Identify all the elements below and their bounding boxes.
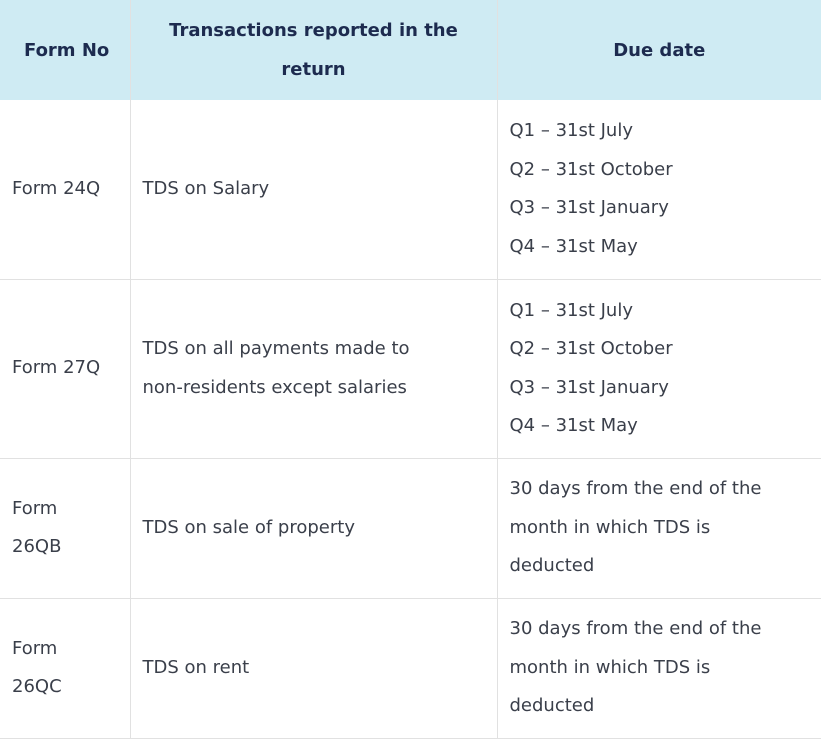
table-body — [0, 100, 821, 738]
due-date-cell — [497, 458, 821, 598]
form-no-text: Form — [12, 497, 58, 519]
transaction-text: TDS on all payments made to — [142, 338, 410, 359]
due-date-cell — [497, 598, 821, 738]
due-date-line: Q3 – 31st January — [509, 376, 669, 398]
transaction-cell — [130, 458, 497, 598]
table-header — [0, 0, 821, 100]
form-no-text: Form 27Q — [12, 357, 101, 379]
table-row — [0, 458, 821, 598]
due-date-line: Q1 – 31st July — [509, 299, 633, 321]
header-due-date-label: Due date — [613, 39, 706, 61]
header-transactions-line: return — [281, 59, 346, 80]
due-date-line: deducted — [509, 695, 595, 717]
table-row — [0, 100, 821, 279]
table-row — [0, 598, 821, 738]
form-no-text: Form 24Q — [12, 178, 101, 199]
due-date-line: Q4 – 31st May — [509, 415, 638, 436]
transaction-text: TDS on sale of property — [142, 516, 355, 538]
header-transactions — [130, 0, 497, 100]
transaction-text: non-residents except salaries — [142, 376, 407, 398]
due-date-line: 30 days from the end of the — [509, 478, 762, 500]
due-date-line: Q4 – 31st May — [509, 235, 638, 257]
form-no-cell — [0, 279, 130, 458]
form-no-text: 26QC — [12, 676, 62, 697]
due-date-line: month in which TDS is — [509, 656, 711, 678]
table-row — [0, 279, 821, 458]
transaction-cell — [130, 279, 497, 458]
due-date-line: Q2 – 31st October — [509, 158, 673, 180]
header-form-no — [0, 0, 130, 100]
due-date-cell — [497, 279, 821, 458]
due-date-line: 30 days from the end of the — [509, 618, 762, 640]
transaction-text: TDS on Salary — [142, 178, 270, 199]
due-date-line: Q3 – 31st January — [509, 197, 669, 219]
due-date-line: deducted — [509, 555, 595, 577]
form-no-text: Form — [12, 637, 58, 659]
due-date-cell — [497, 100, 821, 279]
transaction-text: TDS on rent — [142, 656, 250, 678]
transaction-cell — [130, 100, 497, 279]
header-due-date — [497, 0, 821, 100]
due-date-line: month in which TDS is — [509, 516, 711, 538]
form-no-cell — [0, 100, 130, 279]
transaction-cell — [130, 598, 497, 738]
due-date-line: Q1 – 31st July — [509, 120, 633, 142]
form-no-text: 26QB — [12, 536, 62, 557]
header-form-no-label: Form No — [24, 39, 110, 61]
due-date-line: Q2 – 31st October — [509, 338, 673, 359]
form-no-cell — [0, 458, 130, 598]
header-row — [0, 0, 821, 100]
header-transactions-line: Transactions reported in the — [169, 20, 458, 41]
form-no-cell — [0, 598, 130, 738]
